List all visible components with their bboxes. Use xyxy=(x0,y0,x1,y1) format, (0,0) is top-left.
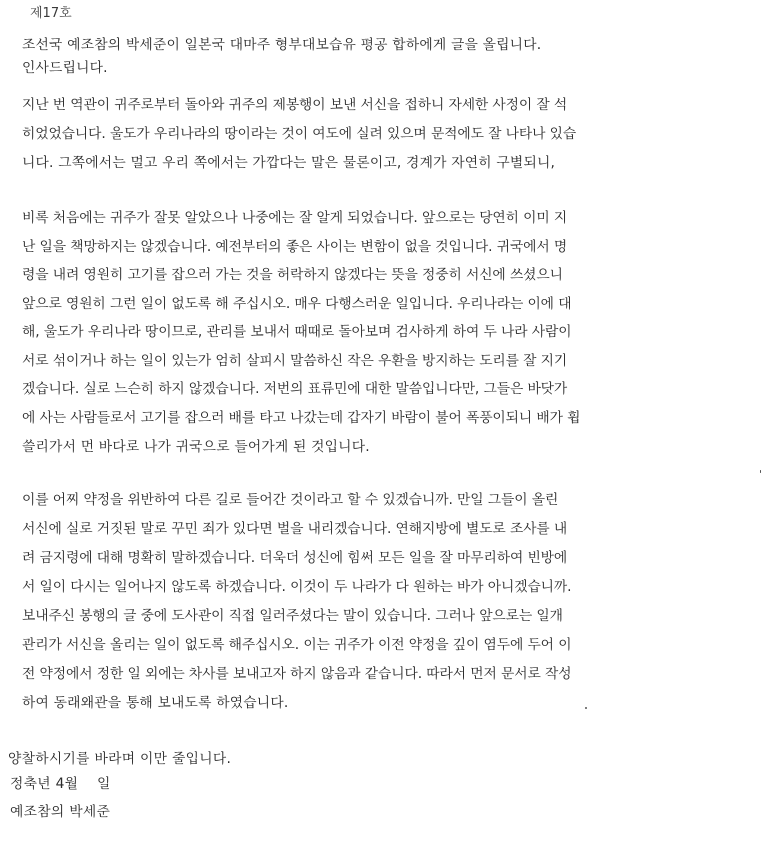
scan-speck xyxy=(585,707,587,709)
paragraph-2-line: 에 사는 사람들로서 고기를 잡으러 배를 타고 나갔는데 갑자기 바람이 불어 폭풍이되니 배가 휩 xyxy=(22,410,581,426)
paragraph-1-line: 지난 번 역관이 귀주로부터 돌아와 귀주의 제봉행이 보낸 서신을 접하니 자세한 사정이 잘 석 xyxy=(22,97,568,113)
paragraph-1-line: 니다. 그쪽에서는 멀고 우리 쪽에서는 가깝다는 말은 물론이고, 경계가 자연히 구별되니, xyxy=(22,155,556,171)
paragraph-2-line: 서로 섞이거나 하는 일이 있는가 엄히 살피시 말씀하신 작은 우환을 방지하는 도리를 잘 지기 xyxy=(22,353,568,369)
scan-speck xyxy=(760,470,761,473)
date-line: 정축년 4월 일 xyxy=(10,776,111,792)
paragraph-2-line: 쓸리가서 먼 바다로 나가 귀국으로 들어가게 된 것입니다. xyxy=(22,439,370,455)
salutation-line: 조선국 예조참의 박세준이 일본국 대마주 형부대보습유 평공 합하에게 글을 올립니다. xyxy=(22,37,542,53)
paragraph-2-line: 겠습니다. 실로 느슨히 하지 않겠습니다. 저번의 표류민에 대한 말씀입니다만, 그들은 바닷가 xyxy=(22,381,568,397)
paragraph-2-line: 비록 처음에는 귀주가 잘못 알았으나 나중에는 잘 알게 되었습니다. 앞으로는 당연히 이미 지 xyxy=(22,210,568,226)
paragraph-2-line: 해, 울도가 우리나라 땅이므로, 관리를 보내서 때때로 돌아보며 검사하게 하여 두 나라 사람이 xyxy=(22,324,572,340)
paragraph-3-line: 서 일이 다시는 일어나지 않도록 하겠습니다. 이것이 두 나라가 다 원하는 바가 아니겠습니까. xyxy=(22,579,572,595)
sender-signature: 예조참의 박세준 xyxy=(10,804,111,820)
paragraph-3-line: 전 약정에서 정한 일 외에는 차사를 보내고자 하지 않음과 같습니다. 따라서 먼저 문서로 작성 xyxy=(22,666,572,682)
paragraph-1-line: 히었었습니다. 울도가 우리나라의 땅이라는 것이 여도에 실려 있으며 문적에도 잘 나타나 있습 xyxy=(22,126,577,142)
paragraph-3-line: 관리가 서신을 올리는 일이 없도록 해주십시오. 이는 귀주가 이전 약정을 깊이 염두에 두어 이 xyxy=(22,637,572,653)
closing-wish: 양찰하시기를 바라며 이만 줄입니다. xyxy=(8,751,232,767)
paragraph-2-line: 난 일을 책망하지는 않겠습니다. 예전부터의 좋은 사이는 변함이 없을 것입니다. 귀국에서 명 xyxy=(22,239,568,255)
paragraph-3-line: 보내주신 봉행의 글 중에 도사관이 직접 일러주셨다는 말이 있습니다. 그러나 앞으로는 일개 xyxy=(22,608,563,624)
document-number: 제17호 xyxy=(30,6,72,21)
paragraph-2-line: 령을 내려 영원히 고기를 잡으러 가는 것을 허락하지 않겠다는 뜻을 정중히 서신에 쓰셨으니 xyxy=(22,267,563,283)
paragraph-3-line: 이를 어찌 약정을 위반하여 다른 길로 들어간 것이라고 할 수 있겠습니까. 만일 그들이 올린 xyxy=(22,492,559,508)
paragraph-2-line: 앞으로 영원히 그런 일이 없도록 해 주십시오. 매우 다행스러운 일입니다. 우리나라는 이에 대 xyxy=(22,296,572,312)
paragraph-3-line: 려 금지령에 대해 명확히 말하겠습니다. 더욱더 성신에 힘써 모든 일을 잘 마무리하여 빈방에 xyxy=(22,550,568,566)
paragraph-3-line: 서신에 실로 거짓된 말로 꾸민 죄가 있다면 벌을 내리겠습니다. 연해지방에 별도로 조사를 내 xyxy=(22,521,568,537)
greeting-line: 인사드립니다. xyxy=(22,60,108,76)
paragraph-3-line: 하여 동래왜관을 통해 보내도록 하였습니다. xyxy=(22,695,289,711)
